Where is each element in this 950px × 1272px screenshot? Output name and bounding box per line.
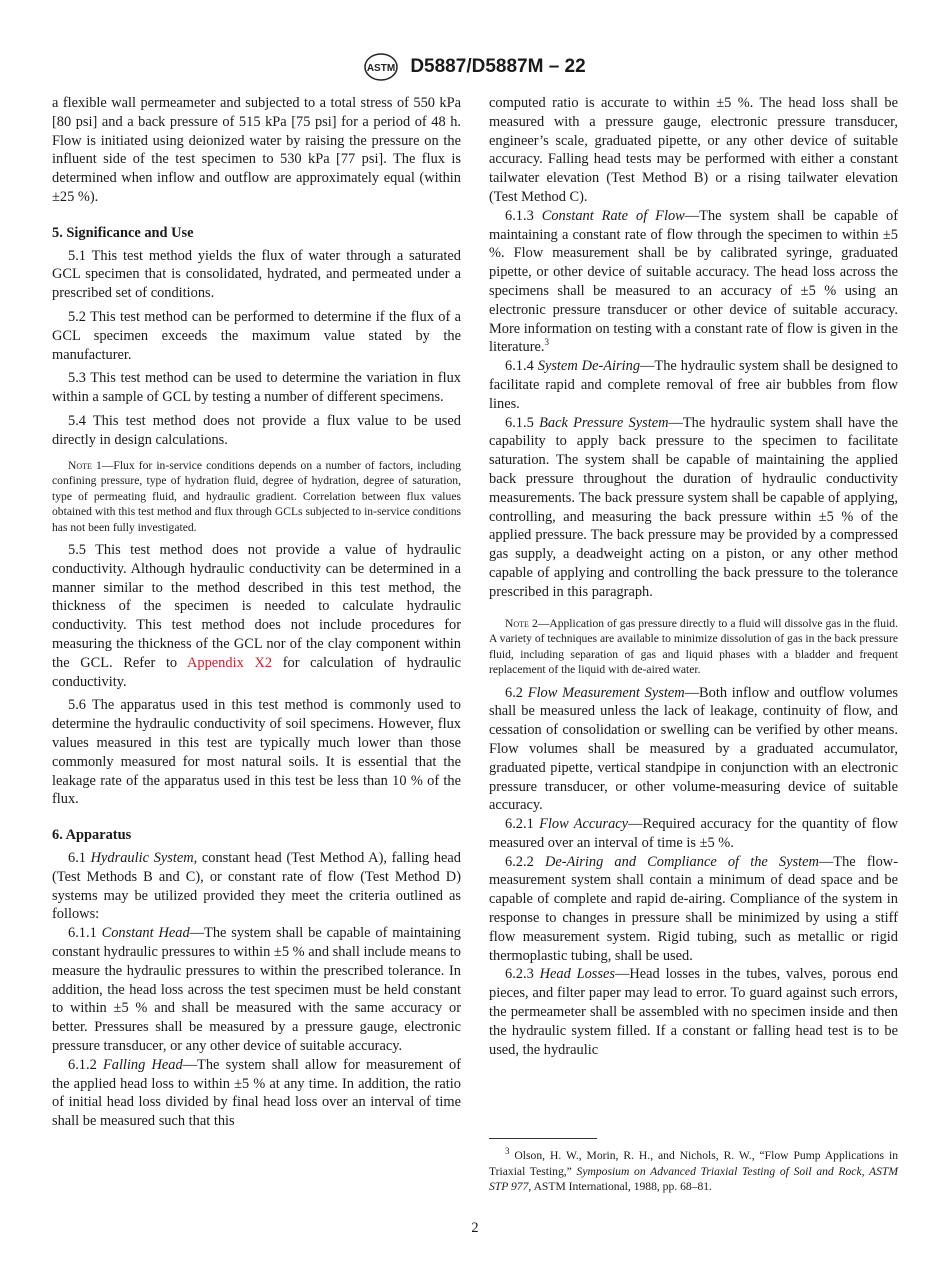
paragraph-6-1 bbox=[52, 849, 461, 924]
note-text: —Flux for in-service conditions depends on a number of factors, including confining pressure, type of hydration fluid, degree of hydration, degree of saturation, type of permeating fluid, and hydraulic gradient. Correlation between flux values obtained with this test method and flux through GCLs subjected to in-service conditions has not been fully investigated. bbox=[52, 458, 461, 534]
paragraph-continuation: a flexible wall permeameter and subjected to a total stress of 550 kPa [80 psi] and a back pressure of 515 kPa [75 psi] for a period of 48 h. Flow is initiated using deionized water by raising the pressure on the influent side of the test specimen to 530 kPa [77 psi]. The flux is determined when inflow and outflow are approximately equal (within ±25 %). bbox=[52, 95, 461, 205]
number: 6.1.4 bbox=[505, 358, 538, 375]
number: 6.1.1 bbox=[68, 925, 102, 942]
paragraph-6-2-2 bbox=[489, 853, 898, 966]
text: constant head (Test Method A), falling head (Test Methods B and C), or constant rate of flow (Test Method D) systems may be utilized provided they meet the criteria outlined as follows: bbox=[52, 850, 462, 923]
left-column bbox=[52, 94, 461, 1131]
text: —The flow-measurement system shall contain a minimum of dead space and be capable of complete and rapid de-airing. Compliance of the system in response to changes in pressure shall be minimized by using a stiff flow measurement system. Rigid tubing, such as metallic or rigid thermoplastic tubing, shall be used. bbox=[489, 853, 898, 964]
number: 6.2.2 bbox=[505, 853, 545, 870]
paragraph-5-4: 5.4 This test method does not provide a flux value to be used directly in design calculations. bbox=[52, 412, 461, 448]
footnote-divider bbox=[489, 1138, 597, 1139]
number: 6.1.2 bbox=[68, 1056, 103, 1073]
paragraph-5-2: 5.2 This test method can be performed to determine if the flux of a GCL specimen exceeds the maximum value stated by the manufacturer. bbox=[52, 308, 461, 363]
paragraph-6-1-4 bbox=[489, 357, 898, 413]
number: 6.1 bbox=[68, 850, 91, 866]
right-column bbox=[489, 94, 898, 1059]
page-number: 2 bbox=[471, 1220, 479, 1236]
text: —The system shall allow for measurement of the applied head loss to within ±5 % at any time. In addition, the ratio of initial head loss divided by final head loss over an interval of time shall be measured such that this bbox=[52, 1056, 461, 1130]
footnote-ref[interactable]: 3 bbox=[544, 337, 550, 348]
title: Flow Measurement System bbox=[527, 684, 685, 701]
number: 6.2.3 bbox=[505, 966, 540, 983]
title: Constant Rate of Flow bbox=[541, 207, 685, 224]
paragraph-6-1-1 bbox=[52, 924, 461, 1056]
paragraph-6-2-1 bbox=[489, 815, 898, 853]
title: Back Pressure System bbox=[539, 414, 669, 431]
note-2 bbox=[489, 616, 898, 678]
text: , ASTM International, 1988, pp. 68–81. bbox=[528, 1180, 712, 1193]
paragraph-6-1-3 bbox=[489, 207, 898, 357]
note-1 bbox=[52, 458, 461, 536]
paragraph-6-2-3 bbox=[489, 965, 898, 1059]
section-heading-significance: 5. Significance and Use bbox=[52, 224, 194, 241]
text: for calculation of hydraulic conductivity. bbox=[52, 654, 461, 690]
number: 6.1.5 bbox=[505, 414, 540, 431]
number: 6.2.1 bbox=[505, 816, 540, 833]
svg-text:ASTM: ASTM bbox=[367, 63, 396, 74]
paragraph-5-5 bbox=[52, 541, 461, 691]
text: —Head losses in the tubes, valves, porous end pieces, and filter paper may lead to error. To guard against such errors, the permeameter shall be assembled with no specimen inside and then the hydraulic system filled. If a constant or falling head test is to be used, the hydraulic bbox=[489, 966, 898, 1058]
appendix-x2-link[interactable]: Appendix X2 bbox=[187, 654, 273, 671]
footnote-mark: 3 bbox=[505, 1146, 510, 1157]
footnote-3 bbox=[489, 1148, 898, 1195]
title: Hydraulic System, bbox=[90, 850, 198, 866]
document-designation: D5887/D5887M – 22 bbox=[410, 56, 586, 77]
astm-logo-icon bbox=[364, 52, 398, 82]
section-heading-apparatus: 6. Apparatus bbox=[52, 827, 132, 844]
text: —Both inflow and outflow volumes shall be measured unless the lack of leakage, continuity of flow, and cessation of consolidation or swelling can be verified by other means. Flow volumes shall be measured by a graduated accumulator, graduated pipette, vertical standpipe in conjunction with an electronic pressure transducer, or other volume-measuring device of suitable accuracy. bbox=[489, 684, 899, 814]
title: De-Airing and Compliance of the System bbox=[544, 853, 819, 870]
text: 5.5 This test method does not provide a value of hydraulic conductivity. Although hydraulic conductivity can be determined in a manner similar to the method described in this test method, the thickness of the specimen is needed to calculate hydraulic conductivity. This test method does not include procedures for measuring the thickness of the GCL nor of the clay component within the GCL. Refer to bbox=[52, 542, 461, 671]
title: Falling Head bbox=[102, 1056, 183, 1073]
text: —The system shall be capable of maintaining a constant rate of flow through the specimen to within ±5 %. Flow measurement shall be by calibrated syringe, graduated pipette, or other device of suitable accuracy. The head loss across the specimens shall be measured to an accuracy of ±5 % using an electronic pressure transducer or other device of suitable accuracy. More information on testing with a constant rate of flow is given in the literature. bbox=[489, 207, 898, 356]
text: —The system shall be capable of maintaining constant hydraulic pressures to within ±5 % and shall include means to measure the hydraulic pressures to within the prescribed tolerance. In addition, the head loss across the test specimen must be held constant to within ±5 % and shall be measured with the same accuracy or better. Pressures shall be measured by a pressure gauge, electronic pressure transducer, or any other device of suitable accuracy. bbox=[52, 925, 461, 1054]
text: —The hydraulic system shall have the capability to apply back pressure to the specimen to facilitate saturation. The system shall be capable of maintaining the applied back pressure throughout the duration of hydraulic conductivity measurements. The back pressure system shall be capable of applying, controlling, and measuring the back pressure within ±5 % of the applied pressure. The back pressure may be provided by a compressed gas supply, a deadweight acting on a piston, or any other method capable of applying and controlling the back pressure to the tolerance prescribed in this paragraph. bbox=[489, 414, 898, 600]
paragraph-continuation: computed ratio is accurate to within ±5 %. The head loss shall be measured with a pressure gauge, electronic pressure transducer, engineer’s scale, graduated pipette, or any other device of suitable accuracy. Falling head tests may be performed with either a constant tailwater elevation (Test Method B) or a rising tailwater elevation (Test Method C). bbox=[489, 95, 898, 205]
title: Head Losses bbox=[539, 966, 615, 983]
paragraph-6-1-5 bbox=[489, 414, 898, 602]
text: —Required accuracy for the quantity of flow measured over an interval of time is ±5 %. bbox=[489, 816, 898, 851]
page-header bbox=[0, 52, 950, 82]
paragraph-5-3: 5.3 This test method can be used to determine the variation in flux within a sample of GCL by testing a number of different specimens. bbox=[52, 370, 461, 406]
paragraph-6-2 bbox=[489, 684, 898, 816]
title: Symposium on Advanced Triaxial Testing of Soil and Rock, ASTM STP 977 bbox=[489, 1164, 898, 1193]
paragraph-5-1: 5.1 This test method yields the flux of water through a saturated GCL specimen that is consolidated, hydrated, and permeated under a prescribed set of conditions. bbox=[52, 247, 461, 302]
title: Constant Head bbox=[101, 925, 190, 942]
note-label: Note 2 bbox=[505, 616, 538, 630]
note-text: —Application of gas pressure directly to a fluid will dissolve gas in the fluid. A variety of techniques are available to minimize dissolution of gas in the back pressure fluid, including separation of gas and liquid phases with a bladder and frequent replacement of the liquid with de-aired water. bbox=[489, 616, 898, 677]
text: —The hydraulic system shall be designed to facilitate rapid and complete removal of free air bubbles from flow lines. bbox=[489, 358, 898, 412]
paragraph-6-1-2 bbox=[52, 1056, 461, 1131]
title: System De-Airing bbox=[537, 358, 641, 375]
number: 6.2 bbox=[505, 684, 528, 701]
paragraph-5-6: 5.6 The apparatus used in this test method is commonly used to determine the hydraulic conductivity of soil specimens. However, flux values measured in this test are typically much lower than those commonly measured for most natural soils. It is essential that the leakage rate of the apparatus used in this test be less than 10 % of the flux. bbox=[52, 697, 461, 808]
note-label: Note 1 bbox=[68, 458, 102, 472]
text: Olson, H. W., Morin, R. H., and Nichols, R. W., “Flow Pump Applications in Triaxial Testing,” bbox=[489, 1149, 898, 1178]
title: Flow Accuracy bbox=[539, 816, 629, 833]
number: 6.1.3 bbox=[505, 207, 542, 224]
